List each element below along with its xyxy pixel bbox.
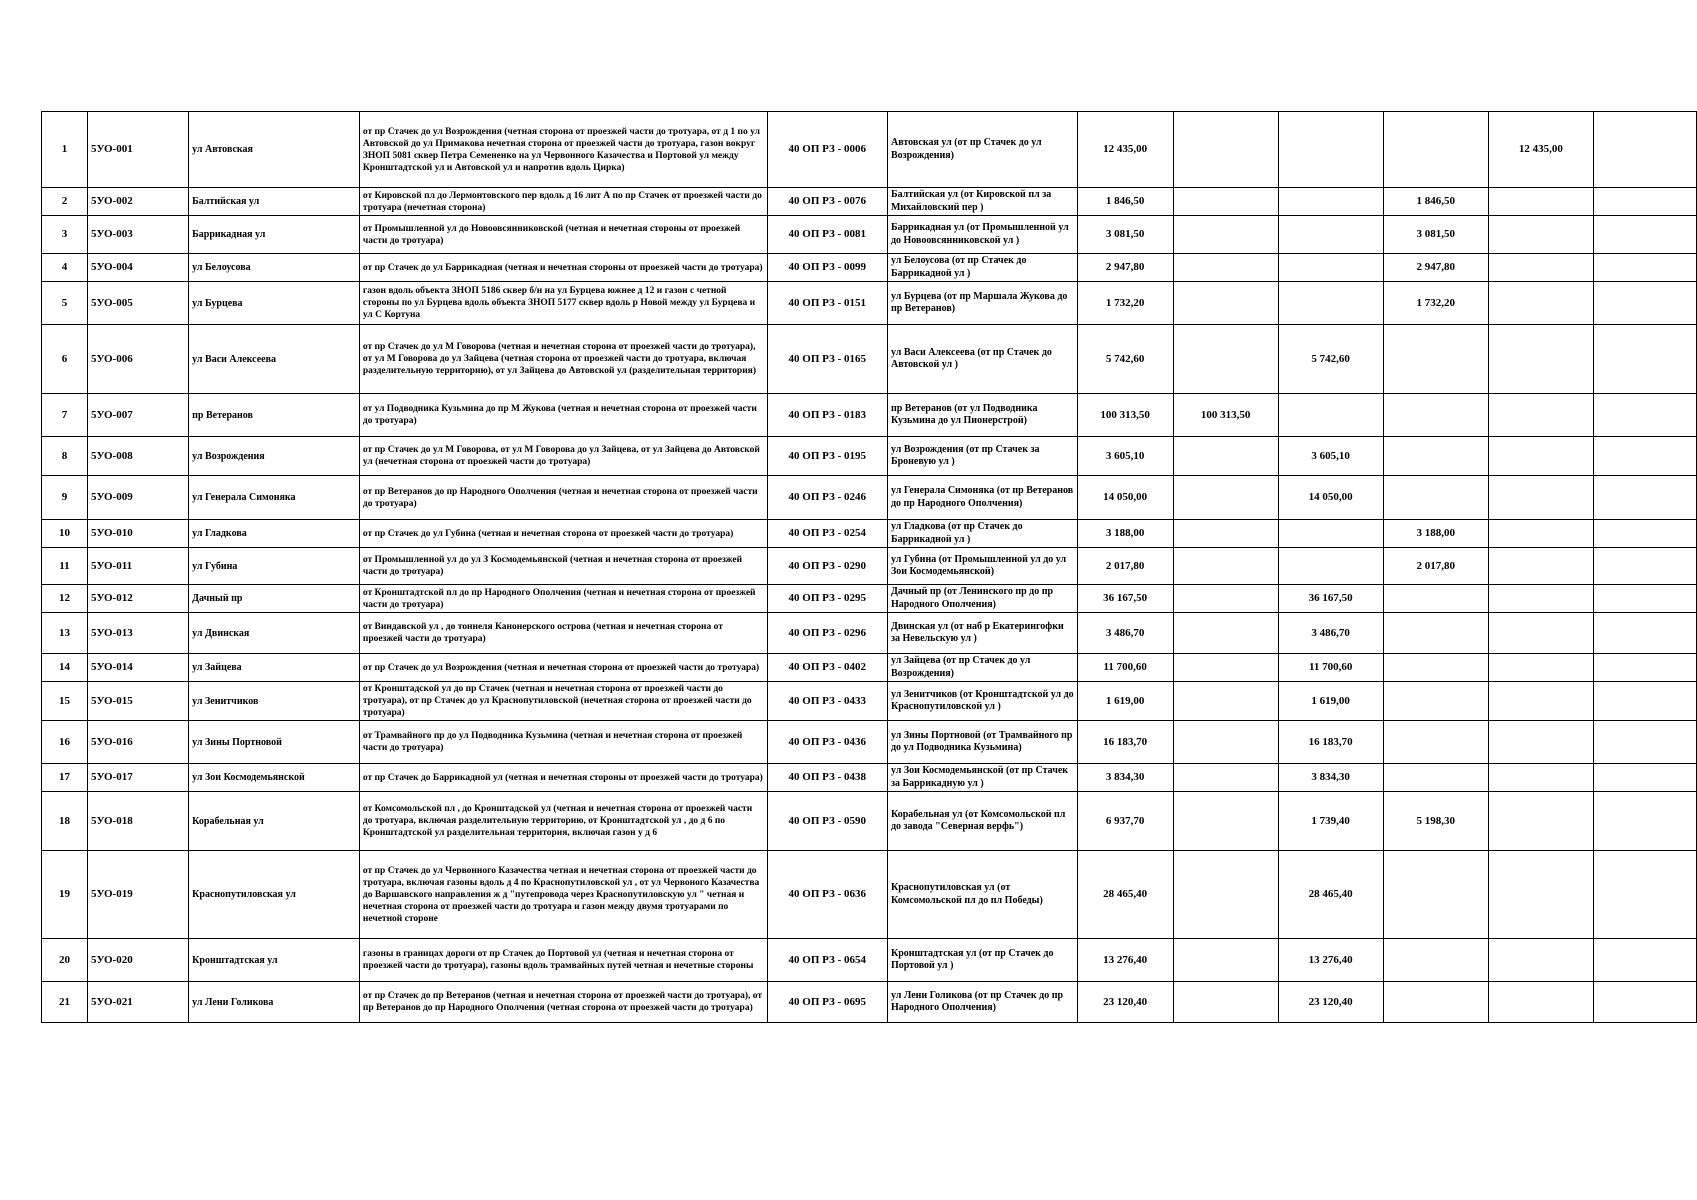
table-row (42, 613, 1697, 654)
area-col-5-cell (1593, 112, 1696, 188)
total-area-cell: 23 120,40 (1077, 982, 1173, 1023)
area-col-3-cell: 2 947,80 (1383, 254, 1488, 282)
area-col-1-cell (1173, 254, 1278, 282)
area-col-3-cell (1383, 682, 1488, 721)
area-col-3-cell (1383, 476, 1488, 520)
road-section-name-cell: Дачный пр (от Ленинского пр до пр Народного Ополчения) (887, 585, 1077, 613)
area-col-4-cell (1488, 325, 1593, 394)
street-name-cell: Дачный пр (189, 585, 360, 613)
area-col-3-cell (1383, 613, 1488, 654)
table-row (42, 548, 1697, 585)
street-name-cell: ул Зенитчиков (189, 682, 360, 721)
work-area-description-cell: от пр Стачек до ул М Говорова, от ул М Говорова до ул Зайцева, от ул Зайцева до Автовской ул (нечетная сторона от проезжей части до тротуара) (359, 437, 767, 476)
area-col-5-cell (1593, 654, 1696, 682)
work-area-description-cell: от пр Стачек до пр Ветеранов (четная и нечетная сторона от проезжей части до тротуара), от пр Ветеранов до пр Народного Ополчения (четная сторона от проезжей части до тротуара) (359, 982, 767, 1023)
table-row (42, 394, 1697, 437)
object-code-cell: 5УО-018 (87, 792, 188, 851)
area-col-3-cell (1383, 851, 1488, 939)
table-row (42, 585, 1697, 613)
object-code-cell: 5УО-021 (87, 982, 188, 1023)
work-area-description-cell: от Кировской пл до Лермонтовского пер вдоль д 16 лит А по пр Стачек от проезжей части до тротуара (нечетная сторона) (359, 188, 767, 216)
area-col-4-cell (1488, 939, 1593, 982)
object-code-cell: 5УО-007 (87, 394, 188, 437)
row-number-cell: 14 (42, 654, 88, 682)
area-col-3-cell: 1 846,50 (1383, 188, 1488, 216)
area-col-5-cell (1593, 721, 1696, 764)
work-area-description-cell: от Промышленной ул до ул З Космодемьянской (четная и нечетная сторона от проезжей части до тротуара) (359, 548, 767, 585)
work-area-description-cell: газоны в границах дороги от пр Стачек до Портовой ул (четная и нечетная сторона от проезжей части до тротуара), газоны вдоль трамвайных путей четная и нечетные стороны (359, 939, 767, 982)
area-col-1-cell (1173, 939, 1278, 982)
area-col-4-cell (1488, 548, 1593, 585)
area-col-3-cell (1383, 982, 1488, 1023)
area-col-1-cell (1173, 613, 1278, 654)
table-row (42, 188, 1697, 216)
total-area-cell: 3 605,10 (1077, 437, 1173, 476)
street-name-cell: Краснопутиловская ул (189, 851, 360, 939)
table-row (42, 437, 1697, 476)
road-section-name-cell: ул Губина (от Промышленной ул до ул Зои Космодемьянской) (887, 548, 1077, 585)
road-registry-number-cell: 40 ОП РЗ - 0183 (767, 394, 887, 437)
total-area-cell: 36 167,50 (1077, 585, 1173, 613)
road-registry-number-cell: 40 ОП РЗ - 0290 (767, 548, 887, 585)
area-col-5-cell (1593, 939, 1696, 982)
table-row (42, 764, 1697, 792)
area-col-1-cell (1173, 792, 1278, 851)
row-number-cell: 12 (42, 585, 88, 613)
area-col-4-cell (1488, 764, 1593, 792)
object-code-cell: 5УО-019 (87, 851, 188, 939)
area-col-5-cell (1593, 282, 1696, 325)
total-area-cell: 3 834,30 (1077, 764, 1173, 792)
area-col-4-cell (1488, 613, 1593, 654)
work-area-description-cell: от пр Стачек до ул Губина (четная и нечетная сторона от проезжей части до тротуара) (359, 520, 767, 548)
road-registry-number-cell: 40 ОП РЗ - 0254 (767, 520, 887, 548)
area-col-2-cell: 1 619,00 (1278, 682, 1383, 721)
row-number-cell: 8 (42, 437, 88, 476)
row-number-cell: 9 (42, 476, 88, 520)
road-section-name-cell: Краснопутиловская ул (от Комсомольской пл до пл Победы) (887, 851, 1077, 939)
road-section-name-cell: ул Гладкова (от пр Стачек до Баррикадной ул ) (887, 520, 1077, 548)
work-area-description-cell: от ул Подводника Кузьмина до пр М Жукова (четная и нечетная сторона от проезжей части до тротуара) (359, 394, 767, 437)
area-col-4-cell (1488, 437, 1593, 476)
area-col-1-cell (1173, 112, 1278, 188)
road-section-name-cell: ул Зайцева (от пр Стачек до ул Возрождения) (887, 654, 1077, 682)
area-col-1-cell (1173, 520, 1278, 548)
area-col-4-cell (1488, 654, 1593, 682)
area-col-2-cell: 36 167,50 (1278, 585, 1383, 613)
row-number-cell: 15 (42, 682, 88, 721)
table-row (42, 682, 1697, 721)
total-area-cell: 5 742,60 (1077, 325, 1173, 394)
table-row (42, 282, 1697, 325)
road-registry-number-cell: 40 ОП РЗ - 0654 (767, 939, 887, 982)
area-col-1-cell (1173, 325, 1278, 394)
object-code-cell: 5УО-009 (87, 476, 188, 520)
road-registry-number-cell: 40 ОП РЗ - 0195 (767, 437, 887, 476)
area-col-2-cell: 28 465,40 (1278, 851, 1383, 939)
total-area-cell: 11 700,60 (1077, 654, 1173, 682)
area-col-1-cell (1173, 982, 1278, 1023)
roads-table (41, 111, 1697, 1023)
row-number-cell: 17 (42, 764, 88, 792)
object-code-cell: 5УО-016 (87, 721, 188, 764)
total-area-cell: 2 017,80 (1077, 548, 1173, 585)
row-number-cell: 1 (42, 112, 88, 188)
work-area-description-cell: от Кронштадтской пл до пр Народного Ополчения (четная и нечетная сторона от проезжей части до тротуара) (359, 585, 767, 613)
object-code-cell: 5УО-015 (87, 682, 188, 721)
area-col-3-cell (1383, 112, 1488, 188)
road-section-name-cell: ул Зенитчиков (от Кронштадтской ул до Краснопутиловской ул ) (887, 682, 1077, 721)
object-code-cell: 5УО-012 (87, 585, 188, 613)
area-col-2-cell: 5 742,60 (1278, 325, 1383, 394)
table-row (42, 254, 1697, 282)
road-registry-number-cell: 40 ОП РЗ - 0695 (767, 982, 887, 1023)
road-registry-number-cell: 40 ОП РЗ - 0433 (767, 682, 887, 721)
area-col-1-cell (1173, 764, 1278, 792)
area-col-2-cell: 3 834,30 (1278, 764, 1383, 792)
road-section-name-cell: ул Бурцева (от пр Маршала Жукова до пр Ветеранов) (887, 282, 1077, 325)
street-name-cell: ул Двинская (189, 613, 360, 654)
object-code-cell: 5УО-003 (87, 216, 188, 254)
work-area-description-cell: от Кронштадской ул до пр Стачек (четная и нечетная сторона от проезжей части до тротуара), от пр Стачек до ул Краснопутиловской (нечетная сторона от проезжей части до тротуара) (359, 682, 767, 721)
area-col-2-cell (1278, 282, 1383, 325)
row-number-cell: 2 (42, 188, 88, 216)
object-code-cell: 5УО-020 (87, 939, 188, 982)
area-col-4-cell (1488, 851, 1593, 939)
table-row (42, 216, 1697, 254)
street-name-cell: ул Белоусова (189, 254, 360, 282)
row-number-cell: 7 (42, 394, 88, 437)
area-col-5-cell (1593, 792, 1696, 851)
area-col-1-cell (1173, 585, 1278, 613)
area-col-5-cell (1593, 325, 1696, 394)
road-registry-number-cell: 40 ОП РЗ - 0081 (767, 216, 887, 254)
area-col-1-cell (1173, 216, 1278, 254)
work-area-description-cell: от пр Стачек до ул М Говорова (четная и нечетная сторона от проезжей части до тротуара), от ул М Говорова до ул Зайцева (четная сторона от проезжей части до тротуара, включая разделительную территорию), от ул Зайцева до Автовской ул (разделительная территория) (359, 325, 767, 394)
work-area-description-cell: от Трамвайного пр до ул Подводника Кузьмина (четная и нечетная сторона от проезжей части до тротуара) (359, 721, 767, 764)
area-col-5-cell (1593, 682, 1696, 721)
total-area-cell: 1 732,20 (1077, 282, 1173, 325)
work-area-description-cell: от пр Стачек до ул Возрождения (четная и нечетная сторона от проезжей части до тротуара) (359, 654, 767, 682)
road-registry-number-cell: 40 ОП РЗ - 0590 (767, 792, 887, 851)
area-col-3-cell (1383, 764, 1488, 792)
road-section-name-cell: Балтийская ул (от Кировской пл за Михайловский пер ) (887, 188, 1077, 216)
work-area-description-cell: газон вдоль объекта ЗНОП 5186 сквер б/н на ул Бурцева южнее д 12 и газон с четной стороны по ул Бурцева вдоль объекта ЗНОП 5177 сквер вдоль р Новой между ул Бурцева и ул С Кортуна (359, 282, 767, 325)
road-section-name-cell: Автовская ул (от пр Стачек до ул Возрождения) (887, 112, 1077, 188)
area-col-3-cell (1383, 394, 1488, 437)
total-area-cell: 13 276,40 (1077, 939, 1173, 982)
table-row (42, 112, 1697, 188)
area-col-5-cell (1593, 216, 1696, 254)
area-col-2-cell: 14 050,00 (1278, 476, 1383, 520)
work-area-description-cell: от пр Стачек до ул Баррикадная (четная и нечетная стороны от проезжей части до тротуара) (359, 254, 767, 282)
work-area-description-cell: от Промышленной ул до Новоовсянниковской (четная и нечетная стороны от проезжей части до тротуара) (359, 216, 767, 254)
object-code-cell: 5УО-005 (87, 282, 188, 325)
area-col-2-cell (1278, 394, 1383, 437)
total-area-cell: 1 846,50 (1077, 188, 1173, 216)
area-col-1-cell (1173, 437, 1278, 476)
road-registry-number-cell: 40 ОП РЗ - 0165 (767, 325, 887, 394)
area-col-5-cell (1593, 548, 1696, 585)
road-registry-number-cell: 40 ОП РЗ - 0438 (767, 764, 887, 792)
area-col-1-cell (1173, 682, 1278, 721)
total-area-cell: 14 050,00 (1077, 476, 1173, 520)
area-col-2-cell: 3 605,10 (1278, 437, 1383, 476)
object-code-cell: 5УО-014 (87, 654, 188, 682)
street-name-cell: ул Зины Портновой (189, 721, 360, 764)
area-col-3-cell: 5 198,30 (1383, 792, 1488, 851)
object-code-cell: 5УО-013 (87, 613, 188, 654)
row-number-cell: 6 (42, 325, 88, 394)
area-col-5-cell (1593, 394, 1696, 437)
street-name-cell: ул Автовская (189, 112, 360, 188)
area-col-5-cell (1593, 188, 1696, 216)
area-col-3-cell: 1 732,20 (1383, 282, 1488, 325)
street-name-cell: ул Зайцева (189, 654, 360, 682)
road-section-name-cell: ул Васи Алексеева (от пр Стачек до Автовской ул ) (887, 325, 1077, 394)
object-code-cell: 5УО-017 (87, 764, 188, 792)
area-col-4-cell: 12 435,00 (1488, 112, 1593, 188)
road-section-name-cell: Двинская ул (от наб р Екатерингофки за Невельскую ул ) (887, 613, 1077, 654)
work-area-description-cell: от пр Стачек до ул Возрождения (четная сторона от проезжей части до тротуара, от д 1 по ул Автовской до ул Примакова нечетная сторона от проезжей части до тротуара, газон вокруг ЗНОП 5081 сквер Петра Семененко на ул Червонного Казачества и Портовой ул между Кронштадтской ул и Автовской ул и напротив вдоль Цирка) (359, 112, 767, 188)
area-col-5-cell (1593, 585, 1696, 613)
street-name-cell: ул Губина (189, 548, 360, 585)
area-col-2-cell (1278, 254, 1383, 282)
area-col-1-cell (1173, 851, 1278, 939)
street-name-cell: ул Бурцева (189, 282, 360, 325)
row-number-cell: 19 (42, 851, 88, 939)
street-name-cell: пр Ветеранов (189, 394, 360, 437)
area-col-4-cell (1488, 394, 1593, 437)
table-row (42, 982, 1697, 1023)
area-col-1-cell (1173, 654, 1278, 682)
street-name-cell: Корабельная ул (189, 792, 360, 851)
work-area-description-cell: от Комсомольской пл , до Кронштадской ул (четная и нечетная сторона от проезжей части до тротуара, включая разделительную территорию, от Кронштадтской ул , до д 6 по Кронштадтской ул разделительная территория, включая газон у д 6 (359, 792, 767, 851)
area-col-4-cell (1488, 585, 1593, 613)
area-col-4-cell (1488, 721, 1593, 764)
road-registry-number-cell: 40 ОП РЗ - 0076 (767, 188, 887, 216)
total-area-cell: 1 619,00 (1077, 682, 1173, 721)
area-col-2-cell (1278, 520, 1383, 548)
table-row (42, 325, 1697, 394)
row-number-cell: 13 (42, 613, 88, 654)
area-col-5-cell (1593, 437, 1696, 476)
total-area-cell: 2 947,80 (1077, 254, 1173, 282)
row-number-cell: 16 (42, 721, 88, 764)
area-col-2-cell: 13 276,40 (1278, 939, 1383, 982)
area-col-3-cell: 2 017,80 (1383, 548, 1488, 585)
row-number-cell: 11 (42, 548, 88, 585)
table-row (42, 476, 1697, 520)
area-col-3-cell (1383, 325, 1488, 394)
row-number-cell: 20 (42, 939, 88, 982)
area-col-5-cell (1593, 254, 1696, 282)
road-registry-number-cell: 40 ОП РЗ - 0099 (767, 254, 887, 282)
area-col-1-cell (1173, 282, 1278, 325)
road-section-name-cell: ул Генерала Симоняка (от пр Ветеранов до пр Народного Ополчения) (887, 476, 1077, 520)
area-col-3-cell (1383, 585, 1488, 613)
area-col-4-cell (1488, 254, 1593, 282)
row-number-cell: 3 (42, 216, 88, 254)
area-col-2-cell: 3 486,70 (1278, 613, 1383, 654)
road-section-name-cell: ул Зои Космодемьянской (от пр Стачек за Баррикадную ул ) (887, 764, 1077, 792)
total-area-cell: 3 188,00 (1077, 520, 1173, 548)
area-col-2-cell (1278, 216, 1383, 254)
total-area-cell: 12 435,00 (1077, 112, 1173, 188)
road-registry-number-cell: 40 ОП РЗ - 0006 (767, 112, 887, 188)
object-code-cell: 5УО-001 (87, 112, 188, 188)
row-number-cell: 10 (42, 520, 88, 548)
road-registry-number-cell: 40 ОП РЗ - 0151 (767, 282, 887, 325)
area-col-2-cell: 1 739,40 (1278, 792, 1383, 851)
road-section-name-cell: Кронштадтская ул (от пр Стачек до Портовой ул ) (887, 939, 1077, 982)
area-col-4-cell (1488, 682, 1593, 721)
object-code-cell: 5УО-008 (87, 437, 188, 476)
table-row (42, 939, 1697, 982)
object-code-cell: 5УО-006 (87, 325, 188, 394)
street-name-cell: Кронштадтская ул (189, 939, 360, 982)
street-name-cell: ул Гладкова (189, 520, 360, 548)
area-col-4-cell (1488, 520, 1593, 548)
area-col-3-cell (1383, 939, 1488, 982)
object-code-cell: 5УО-002 (87, 188, 188, 216)
road-registry-number-cell: 40 ОП РЗ - 0246 (767, 476, 887, 520)
road-registry-number-cell: 40 ОП РЗ - 0295 (767, 585, 887, 613)
table-row (42, 654, 1697, 682)
area-col-3-cell (1383, 654, 1488, 682)
object-code-cell: 5УО-004 (87, 254, 188, 282)
total-area-cell: 28 465,40 (1077, 851, 1173, 939)
area-col-1-cell: 100 313,50 (1173, 394, 1278, 437)
work-area-description-cell: от пр Стачек до ул Червонного Казачества четная и нечетная сторона от проезжей части до тротуара, включая газоны вдоль д 4 по Краснопутиловской ул , от ул Червоного Казачества до Варшавского направления ж д "путепровода через Краснопутиловскую ул " четная и нечетная сторона от проезжей части до тротуара и газон между двумя тротуарами по нечетной стороне (359, 851, 767, 939)
area-col-1-cell (1173, 721, 1278, 764)
road-section-name-cell: ул Белоусова (от пр Стачек до Баррикадной ул ) (887, 254, 1077, 282)
row-number-cell: 4 (42, 254, 88, 282)
work-area-description-cell: от пр Ветеранов до пр Народного Ополчения (четная и нечетная сторона от проезжей части до тротуара) (359, 476, 767, 520)
area-col-1-cell (1173, 476, 1278, 520)
road-section-name-cell: пр Ветеранов (от ул Подводника Кузьмина до ул Пионерстрой) (887, 394, 1077, 437)
road-registry-number-cell: 40 ОП РЗ - 0402 (767, 654, 887, 682)
road-section-name-cell: ул Лени Голикова (от пр Стачек до пр Народного Ополчения) (887, 982, 1077, 1023)
row-number-cell: 5 (42, 282, 88, 325)
street-name-cell: ул Васи Алексеева (189, 325, 360, 394)
area-col-5-cell (1593, 613, 1696, 654)
road-section-name-cell: Баррикадная ул (от Промышленной ул до Новоовсянниковской ул ) (887, 216, 1077, 254)
area-col-2-cell (1278, 112, 1383, 188)
area-col-4-cell (1488, 792, 1593, 851)
area-col-5-cell (1593, 476, 1696, 520)
table-row (42, 520, 1697, 548)
area-col-4-cell (1488, 216, 1593, 254)
total-area-cell: 3 486,70 (1077, 613, 1173, 654)
work-area-description-cell: от Виндавской ул , до тоннеля Канонерского острова (четная и нечетная сторона от проезжей части до тротуара) (359, 613, 767, 654)
street-name-cell: Балтийская ул (189, 188, 360, 216)
road-section-name-cell: Корабельная ул (от Комсомольской пл до завода "Северная верфь") (887, 792, 1077, 851)
area-col-3-cell (1383, 437, 1488, 476)
street-name-cell: ул Зои Космодемьянской (189, 764, 360, 792)
area-col-4-cell (1488, 282, 1593, 325)
street-name-cell: ул Генерала Симоняка (189, 476, 360, 520)
row-number-cell: 18 (42, 792, 88, 851)
street-name-cell: ул Возрождения (189, 437, 360, 476)
total-area-cell: 16 183,70 (1077, 721, 1173, 764)
area-col-3-cell: 3 081,50 (1383, 216, 1488, 254)
table-body (42, 112, 1697, 1023)
area-col-5-cell (1593, 520, 1696, 548)
area-col-1-cell (1173, 188, 1278, 216)
table-row (42, 721, 1697, 764)
area-col-2-cell (1278, 548, 1383, 585)
object-code-cell: 5УО-010 (87, 520, 188, 548)
total-area-cell: 6 937,70 (1077, 792, 1173, 851)
work-area-description-cell: от пр Стачек до Баррикадной ул (четная и нечетная стороны от проезжей части до тротуара) (359, 764, 767, 792)
area-col-5-cell (1593, 982, 1696, 1023)
area-col-4-cell (1488, 982, 1593, 1023)
area-col-2-cell: 23 120,40 (1278, 982, 1383, 1023)
area-col-5-cell (1593, 764, 1696, 792)
area-col-1-cell (1173, 548, 1278, 585)
area-col-4-cell (1488, 188, 1593, 216)
area-col-2-cell: 11 700,60 (1278, 654, 1383, 682)
area-col-2-cell (1278, 188, 1383, 216)
table-row (42, 792, 1697, 851)
area-col-4-cell (1488, 476, 1593, 520)
area-col-5-cell (1593, 851, 1696, 939)
object-code-cell: 5УО-011 (87, 548, 188, 585)
road-registry-number-cell: 40 ОП РЗ - 0636 (767, 851, 887, 939)
total-area-cell: 3 081,50 (1077, 216, 1173, 254)
row-number-cell: 21 (42, 982, 88, 1023)
road-registry-number-cell: 40 ОП РЗ - 0296 (767, 613, 887, 654)
street-name-cell: Баррикадная ул (189, 216, 360, 254)
area-col-3-cell (1383, 721, 1488, 764)
area-col-3-cell: 3 188,00 (1383, 520, 1488, 548)
road-section-name-cell: ул Зины Портновой (от Трамвайного пр до ул Подводника Кузьмина) (887, 721, 1077, 764)
table-row (42, 851, 1697, 939)
road-registry-number-cell: 40 ОП РЗ - 0436 (767, 721, 887, 764)
road-section-name-cell: ул Возрождения (от пр Стачек за Броневую ул ) (887, 437, 1077, 476)
street-name-cell: ул Лени Голикова (189, 982, 360, 1023)
area-col-2-cell: 16 183,70 (1278, 721, 1383, 764)
total-area-cell: 100 313,50 (1077, 394, 1173, 437)
